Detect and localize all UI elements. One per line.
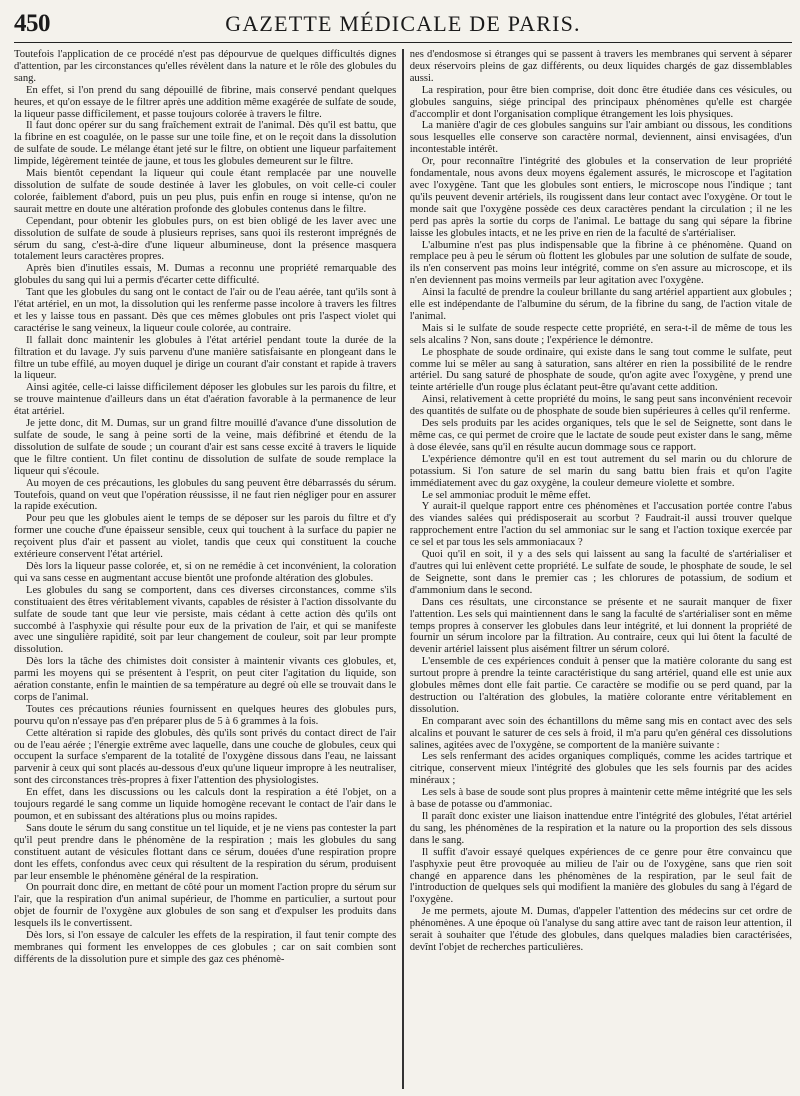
paragraph: Il fallait donc maintenir les globules à l'état artériel pendant toute la durée de la filtration et du lavage. J'y suis parvenu d'une manière satisfaisante en plongeant dans le filtre un tube effilé, au moyen duquel je dirige un courant d'air constant et rapide à travers la liqueur. bbox=[14, 334, 397, 382]
paragraph: Toutes ces précautions réunies fournissent en quelques heures des globules purs, pourvu qu'on n'essaye pas d'en préparer plus de 5 à 6 grammes à la fois. bbox=[14, 703, 397, 727]
paragraph: Les globules du sang se comportent, dans ces diverses circonstances, comme s'ils constituaient des êtres véritablement vivants, capables de résister à l'action dissolvante du sulfate de soude tant que leur vie persiste, mais cédant à cette action dès qu'ils ont succombé à l'asphyxie qui résulte pour eux de la privation de l'air, et qui se manifeste avec une singulière rapidité, soit par leur changement de couleur, soit par leur prompte dissolution. bbox=[14, 584, 397, 656]
left-column bbox=[14, 49, 396, 1089]
text-columns bbox=[14, 49, 792, 1089]
paragraph: Dès lors la liqueur passe colorée, et, si on ne remédie à cet inconvénient, la coloration qui va sans cesse en augmentant accuse bientôt une profonde altération des globules. bbox=[14, 560, 397, 584]
paragraph: En comparant avec soin des échantillons du même sang mis en contact avec des sels alcalins et pouvant le saturer de ces sels à froid, il m'a paru qu'en général ces dissolutions salines, agitées avec de l'oxygène, se comportent de la manière suivante : bbox=[409, 715, 792, 751]
paragraph: Le phosphate de soude ordinaire, qui existe dans le sang tout comme le sulfate, peut comme lui se mêler au sang à saturation, sans altérer en rien la possibilité de le rendre artériel. Du sang saturé de phosphate de soude, qu'on agite avec l'oxygène, y prend une teinte artérielle d'un rouge plus éclatant peut-être qu'avant cette addition. bbox=[409, 346, 792, 394]
paragraph: Je jette donc, dit M. Dumas, sur un grand filtre mouillé d'avance d'une dissolution de sulfate de soude, le sang à peine sorti de la veine, mais défibriné et étendu de la dissolution de sulfate de soude ; un courant d'air est sans cesse excité à travers le liquide que le filtre contient. Un filet continu de dissolution de sulfate de soude remplace la liqueur qui s'écoule. bbox=[14, 418, 397, 477]
paragraph: L'expérience démontre qu'il en est tout autrement du sel marin ou du chlorure de potassium. Si l'on sature de sel marin du sang battu bien frais et qu'on l'agite immédiatement avec du gaz oxygène, la couleur demeure violette et sombre. bbox=[409, 453, 792, 489]
paragraph: Or, pour reconnaître l'intégrité des globules et la conservation de leur propriété fondamentale, nous avons deux moyens également assurés, le microscope et l'agitation avec l'oxygène. Tant que les globules sont entiers, le microscope nous l'indique ; tant qu'ils peuvent devenir artériels, ils rougissent dans leur contact avec l'oxygène. Or tout le monde sait que l'oxygène possède ces deux caractères pendant la circulation ; il ne les perd pas après la sortie du corps de l'animal. Le battage du sang qui sépare la fibrine laisse les globules intacts, et ne les prive en rien de la faculté de s'artérialiser. bbox=[409, 156, 792, 239]
paragraph: Mais si le sulfate de soude respecte cette propriété, en sera-t-il de même de tous les sels alcalins ? Non, sans doute ; l'expérience le démontre. bbox=[409, 322, 792, 346]
paragraph: Il faut donc opérer sur du sang fraîchement extrait de l'animal. Dès qu'il est battu, que la fibrine en est coagulée, on le passe sur une toile fine, et on le reçoit dans la dissolution de sulfate de soude. Le mélange étant jeté sur le filtre, on obtient une liqueur parfaitement limpide, légèrement teintée de jaune, et tous les globules demeurent sur le filtre. bbox=[14, 120, 397, 168]
paragraph: Après bien d'inutiles essais, M. Dumas a reconnu une propriété remarquable des globules du sang qui lui a permis d'écarter cette difficulté. bbox=[14, 263, 397, 287]
paragraph: Je me permets, ajoute M. Dumas, d'appeler l'attention des médecins sur cet ordre de phénomènes. A une époque où l'analyse du sang attire avec tant de raison leur attention, il serait à souhaiter que l'étude des globules, dans quelques maladies bien caractérisées, devînt l'objet de recherches particulières. bbox=[409, 906, 792, 953]
paragraph: Dès lors, si l'on essaye de calculer les effets de la respiration, il faut tenir compte des membranes qui forment les enveloppes de ces globules ; car on sait combien sont différents de la dissolution pure et simple des gaz ces phénomè- bbox=[14, 930, 397, 965]
journal-title: GAZETTE MÉDICALE DE PARIS. bbox=[225, 11, 581, 36]
page-header bbox=[14, 10, 792, 43]
paragraph: Quoi qu'il en soit, il y a des sels qui laissent au sang la faculté de s'artérialiser et d'autres qui lui enlèvent cette propriété. Le sulfate de soude, le phosphate de soude, le sel de Seignette, sont dans le premier cas ; les chlorures de potassium, de sodium et d'ammonium dans le second. bbox=[409, 549, 792, 596]
paragraph: Toutefois l'application de ce procédé n'est pas dépourvue de quelques difficultés dignes d'attention, par les circonstances qu'elles révèlent dans la nature et le rôle des globules du sang. bbox=[14, 49, 397, 84]
paragraph: L'ensemble de ces expériences conduit à penser que la matière colorante du sang est surtout propre à prendre la teinte caractéristique du sang artériel, quand elle est unie aux globules mêmes dont elle fait partie. Ce caractère se modifie ou se perd quand, par la destruction ou l'altération des globules, la matière colorante entre véritablement en dissolution. bbox=[409, 656, 792, 715]
paragraph: Il suffit d'avoir essayé quelques expériences de ce genre pour être convaincu que l'asphyxie peut être provoquée au milieu de l'air ou de l'oxygène, sans que rien soit changé en apparence dans les phénomènes de la respiration, par le seul fait de l'introduction de quelques sels qui modifient la manière des globules du sang à l'égard de l'oxygène. bbox=[409, 846, 792, 906]
paragraph: Les sels à base de soude sont plus propres à maintenir cette même intégrité que les sels à base de potasse ou d'ammoniac. bbox=[409, 787, 792, 811]
paragraph: Ainsi la faculté de prendre la couleur brillante du sang artériel appartient aux globules ; elle est indépendante de l'albumine du sérum, de la fibrine du sang, de l'action vitale de l'animal. bbox=[409, 287, 792, 322]
paragraph: Dans ces résultats, une circonstance se présente et ne saurait manquer de fixer l'attention. Les sels qui maintiennent dans le sang la faculté de s'artérialiser sont en même temps propres à conserver les globules dans leur intégrité, et lui donnent la propriété de fournir un sérum incolore par la filtration. Au contraire, ceux qui lui ôtent la faculté de devenir artériel laissent plus aisément filtrer un sérum coloré. bbox=[409, 596, 792, 656]
column-divider bbox=[402, 49, 403, 1089]
paragraph: En effet, dans les discussions ou les calculs dont la respiration a été l'objet, on a toujours regardé le sang comme un liquide homogène recevant le contact de l'air dans le poumon, et en subissant des altérations plus ou moins rapides. bbox=[14, 787, 397, 822]
paragraph: Il paraît donc exister une liaison inattendue entre l'intégrité des globules, l'état artériel du sang, les phénomènes de la respiration et la nature ou la proportion des sels dissous dans le sang. bbox=[409, 811, 792, 846]
page-number: 450 bbox=[14, 10, 50, 37]
paragraph: Ainsi agitée, celle-ci laisse difficilement déposer les globules sur les parois du filtre, et se trouve maintenue d'ailleurs dans un état d'aération favorable à la permanence de leur état artériel. bbox=[14, 382, 397, 418]
paragraph: Au moyen de ces précautions, les globules du sang peuvent être débarrassés du sérum. Toutefois, quand on veut que l'opération réussisse, il ne faut rien négliger pour en assurer la rapide exécution. bbox=[14, 477, 397, 513]
paragraph: Dès lors la tâche des chimistes doit consister à maintenir vivants ces globules, et, parmi les moyens qui se présentent à l'esprit, on peut citer l'agitation du liquide, son aération constante, enfin le maintien de sa température au degré où elle se trouvait dans le corps de l'animal. bbox=[14, 656, 397, 703]
paragraph: La manière d'agir de ces globules sanguins sur l'air ambiant ou dissous, les conditions sous lesquelles elle conserve son caractère normal, deviennent, ainsi envisagées, d'un incontestable intérêt. bbox=[409, 120, 792, 156]
paragraph: Cependant, pour obtenir les globules purs, on est bien obligé de les laver avec une dissolution de sulfate de soude à plusieurs reprises, sans quoi ils resteront imprégnés de sérum du sang, c'est-à-dire d'une liqueur albumineuse, dont la présence masquera totalement leurs caractères propres. bbox=[14, 215, 397, 263]
paragraph: Les sels renfermant des acides organiques compliqués, comme les acides tartrique et citrique, conservent mieux l'intégrité des globules que les sels fournis par des acides minéraux ; bbox=[409, 751, 792, 787]
paragraph: Sans doute le sérum du sang constitue un tel liquide, et je ne viens pas contester la part qu'il peut prendre dans le phénomène de la respiration ; mais les globules du sang constituent autant de vésicules flottant dans ce sérum, douées d'une respiration propre dont les effets, confondus avec ceux qui résultent de la respiration du sérum, produisent par leur ensemble le phénomène général de la respiration. bbox=[14, 822, 397, 882]
paragraph: Cette altération si rapide des globules, dès qu'ils sont privés du contact direct de l'air ou de l'eau aérée ; l'énergie extrême avec laquelle, dans une couche de globules, ceux qui occupent la surface s'emparent de la totalité de l'oxygène dissous dans l'eau, ne laissant parvenir à ceux qui sont placés au-dessous d'eux qu'une liqueur impropre à les neutraliser, sont des circonstances très-propres à fixer l'attention des physiologistes. bbox=[14, 727, 397, 787]
paragraph: Pour peu que les globules aient le temps de se déposer sur les parois du filtre et d'y former une couche d'une épaisseur sensible, ceux qui touchent à la surface du papier ne reçoivent plus d'air et passent au violet, tandis que ceux qui constituent la couche extérieure conservent l'état artériel. bbox=[14, 513, 397, 561]
paragraph: On pourrait donc dire, en mettant de côté pour un moment l'action propre du sérum sur l'air, que la respiration d'un animal supérieur, de l'homme en particulier, a surtout pour objet de fournir de l'oxygène aux globules de son sang et d'expulser les produits dans lesquels ils le convertissent. bbox=[14, 882, 397, 930]
paragraph: Y aurait-il quelque rapport entre ces phénomènes et l'accusation portée contre l'abus des viandes salées qui prédisposerait au scorbut ? Faudrait-il aussi trouver quelque rapprochement entre l'action du sel ammoniac sur le sang et l'action toxique exercée par ce sel et par tous les sels ammoniacaux ? bbox=[409, 501, 792, 549]
paragraph: Le sel ammoniac produit le même effet. bbox=[421, 489, 591, 501]
paragraph: La respiration, pour être bien comprise, doit donc être étudiée dans ces vésicules, ou globules sanguins, siége principal des principaux phénomènes qu'elle est chargée d'accomplir et dont l'organisation complique étrangement les lois physiques. bbox=[409, 84, 792, 120]
paragraph: Ainsi, relativement à cette propriété du moins, le sang peut sans inconvénient recevoir des quantités de sulfate ou de phosphate de soude bien supérieures à celles qu'il renferme. bbox=[409, 394, 792, 418]
right-column bbox=[410, 49, 792, 1089]
paragraph: Des sels produits par les acides organiques, tels que le sel de Seignette, sont dans le même cas, ce qui permet de croire que le lactate de soude peut exister dans le sang, même à dose élevée, sans qu'il en résulte aucun dommage sous ce rapport. bbox=[409, 418, 792, 453]
paragraph: En effet, si l'on prend du sang dépouillé de fibrine, mais conservé pendant quelques heures, et qu'on essaye de le filtrer après une addition même exagérée de sulfate de soude, la liqueur passe difficilement, et passe toujours colorée à travers le filtre. bbox=[14, 84, 397, 120]
paragraph: L'albumine n'est pas plus indispensable que la fibrine à ce phénomène. Quand on remplace peu à peu le sérum où flottent les globules par une solution de sulfate de soude, ils n'en conservent pas moins leur intégrité, comme on s'en assure au microscope, et ils n'en deviennent pas moins vermeils par leur agitation avec l'oxygène. bbox=[409, 239, 792, 287]
paragraph: Mais bientôt cependant la liqueur qui coule étant remplacée par une nouvelle dissolution de sulfate de soude destinée à laver les globules, on voit celle-ci couler colorée, faiblement d'abord, puis un peu plus, puis enfin en rouge si intense, qu'on ne saurait mettre en doute une altération profonde des globules contenus dans le filtre. bbox=[14, 168, 397, 215]
paragraph: nes d'endosmose si étranges qui se passent à travers les membranes qui servent à séparer deux réservoirs pleins de gaz différents, ou deux liquides chargés de gaz dissemblables aussi. bbox=[409, 49, 792, 84]
paragraph: Tant que les globules du sang ont le contact de l'air ou de l'eau aérée, tant qu'ils sont à l'état artériel, en un mot, la dissolution qui les renferme passe incolore à travers les filtres et les y laisse tous en passant. Dès que ces mêmes globules ont pris l'aspect violet qui caractérise le sang veineux, la liqueur coule colorée, au contraire. bbox=[14, 287, 397, 334]
